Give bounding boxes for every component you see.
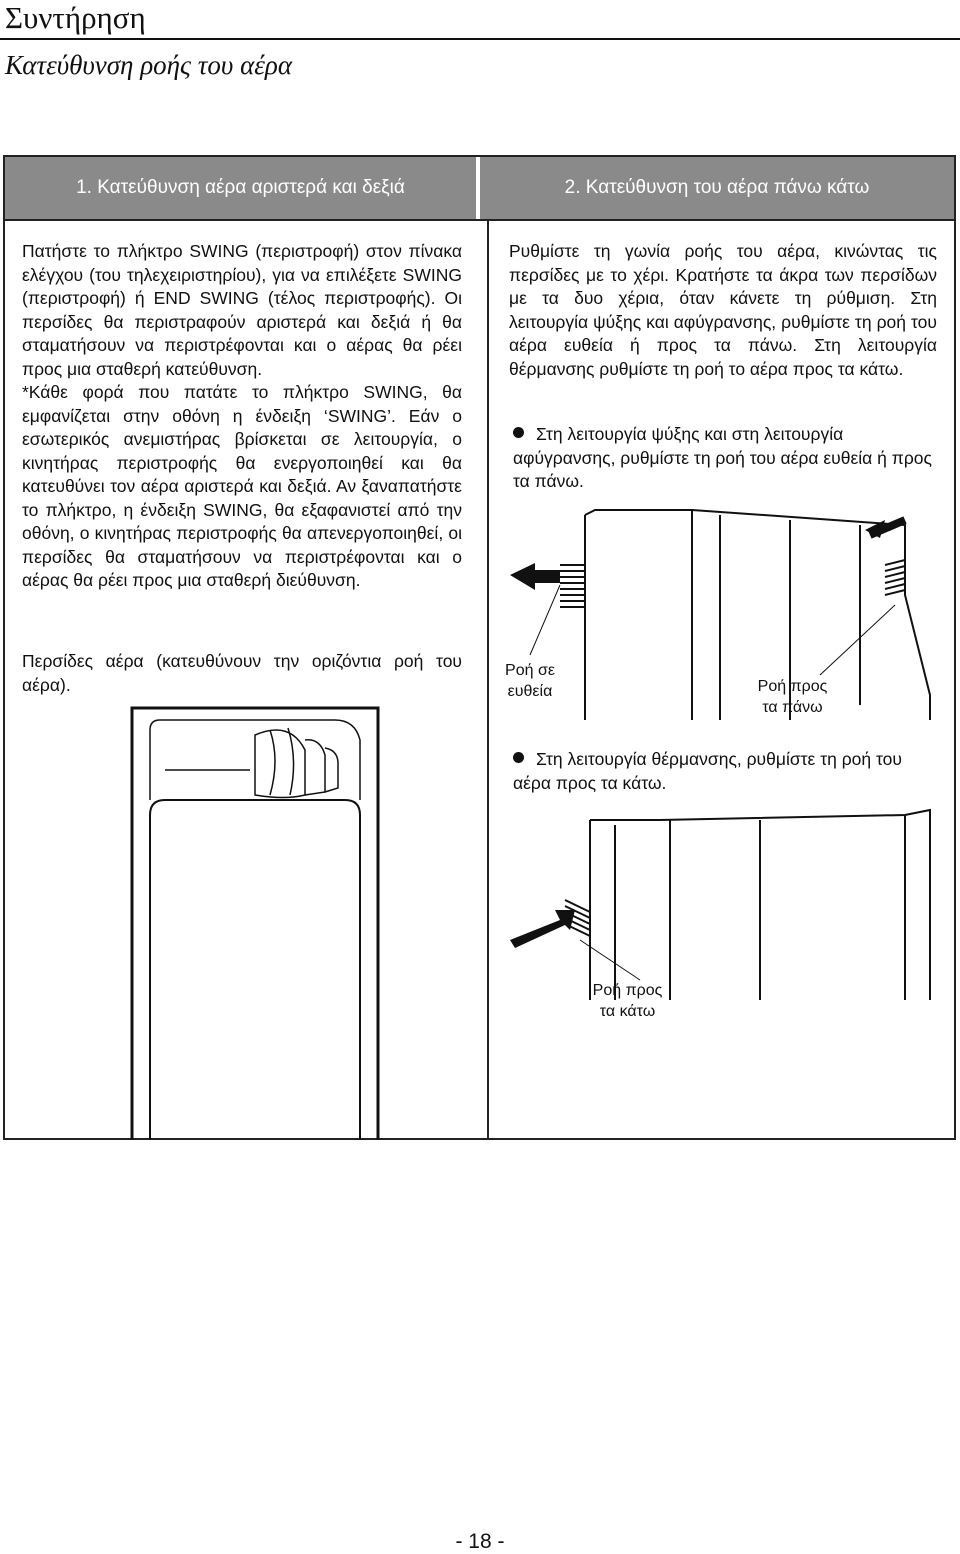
airflow-down-illustration bbox=[500, 800, 960, 1015]
label-down-line1: Ροή προς bbox=[592, 982, 663, 999]
left-instructions bbox=[22, 240, 462, 593]
section-header-left: 1. Κατεύθυνση αέρα αριστερά και δεξιά bbox=[5, 157, 476, 219]
page-subtitle: Κατεύθυνση ροής του αέρα bbox=[5, 50, 293, 80]
vane-slats-right bbox=[885, 560, 905, 595]
label-up bbox=[745, 676, 840, 718]
airflow-up-illustration bbox=[500, 505, 960, 720]
section-header-right: 2. Κατεύθυνση του αέρα πάνω κάτω bbox=[480, 157, 954, 219]
label-down-line2: τα κάτω bbox=[599, 1003, 656, 1020]
header-separator bbox=[476, 157, 480, 219]
page-title: Συντήρηση bbox=[5, 0, 146, 35]
right-instructions: Ρυθμίστε τη γωνία ροής του αέρα, κινώντας τις περσίδες με το χέρι. Κρατήστε τα άκρα των περσίδων με τα δυο χέρια, όταν κάνετε τη ρύθμιση. Στη λειτουργία ψύξης και αφύγρανσης, ρυθμίστε τη ροή του αέρα ευθεία ή προς τα πάνω. Στη λειτουργία θέρμανσης ρυθμίστε τη ροή το αέρα προς τα κάτω. bbox=[509, 241, 937, 379]
bullet-cooling-text: Στη λειτουργία ψύξης και στη λειτουργία αφύγρανσης, ρυθμίστε τη ροή του αέρα ευθεία ή προς τα πάνω. bbox=[513, 424, 932, 491]
header-bottom-rule bbox=[5, 219, 954, 221]
title-rule bbox=[0, 38, 960, 40]
bullet-dot-icon bbox=[513, 752, 524, 763]
label-straight bbox=[495, 660, 565, 702]
label-up-line1: Ροή προς bbox=[757, 678, 828, 695]
arrow-down-icon bbox=[510, 910, 575, 948]
label-straight-line1: Ροή σε bbox=[505, 662, 555, 679]
label-down bbox=[580, 980, 675, 1022]
bullet-cooling bbox=[513, 423, 943, 494]
page-number: - 18 - bbox=[455, 1530, 505, 1553]
bullet-heating-text: Στη λειτουργία θέρμανσης, ρυθμίστε τη ροή του αέρα προς τα κάτω. bbox=[513, 749, 902, 793]
label-straight-line2: ευθεία bbox=[507, 683, 553, 700]
louver-vanes bbox=[255, 728, 338, 798]
louver-note: Περσίδες αέρα (κατευθύνουν την οριζόντια ροή του αέρα). bbox=[22, 651, 462, 695]
unit-front-illustration bbox=[130, 700, 390, 1140]
vane-slats-left bbox=[560, 565, 585, 607]
swing-note: *Κάθε φορά που πατάτε το πλήκτρο SWING, θα εμφανίζεται στην οθόνη η ένδειξη ‘SWING’. Εάν ο εσωτερικός ανεμιστήρας βρίσκεται σε λειτουργία, ο κινητήρας περιστροφής θα ενεργοποιηθεί και θα κατευθύνει τον αέρα αριστερά και δεξιά. Αν ξαναπατήστε το πλήκτρο, η ένδειξη SWING, θα εξαφανιστεί από την οθόνη, ο κινητήρας περιστροφής θα απενεργοποιηθεί, οι περσίδες θα σταματήσουν να περιστρέφονται και ο αέρας θα ρέει προς μια σταθερή διεύθυνση. bbox=[22, 382, 462, 590]
label-up-line2: τα πάνω bbox=[762, 699, 823, 716]
bullet-heating bbox=[513, 748, 943, 795]
arrow-straight-icon bbox=[510, 563, 560, 590]
bullet-dot-icon bbox=[513, 427, 524, 438]
column-separator bbox=[487, 219, 489, 1140]
swing-instruction: Πατήστε το πλήκτρο SWING (περιστροφή) στον πίνακα ελέγχου (του τηλεχειριστηρίου), για να επιλέξετε SWING (περιστροφή) ή END SWING (τέλος περιστροφής). Οι περσίδες θα περιστραφούν αριστερά και δεξιά ή θα σταματήσουν να περιστρέφονται και ο αέρας θα ρέει προς μια σταθερή κατεύθυνση. bbox=[22, 241, 462, 379]
